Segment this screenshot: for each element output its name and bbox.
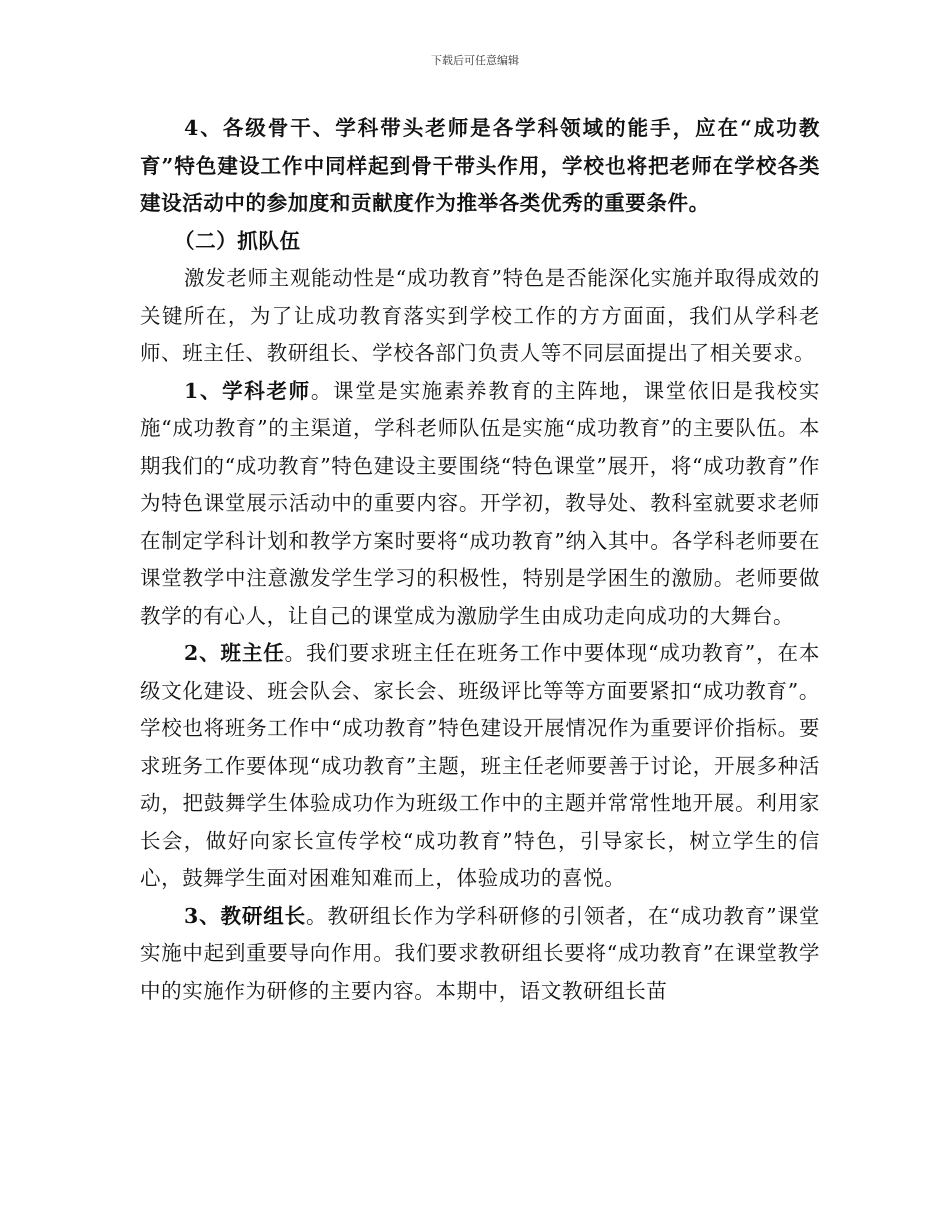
paragraph-title-research-leaders: 3、教研组长 bbox=[184, 903, 306, 928]
paragraph-title-subject-teachers: 1、学科老师 bbox=[184, 378, 311, 403]
paragraph-class-teachers bbox=[140, 635, 820, 898]
paragraph-body-subject-teachers: 。课堂是实施素养教育的主阵地，课堂依旧是我校实施“成功教育”的主渠道，学科老师队伍是实施“成功教育”的主要队伍。本期我们的“成功教育”特色建设主要围绕“特色课堂”展开，将“成功教育”作为特色课堂展示活动中的重要内容。开学初，教导处、教科室就要求老师在制定学科计划和教学方案时要将“成功教育”纳入其中。各学科老师要在课堂教学中注意激发学生学习的积极性，特别是学困生的激励。老师要做教学的有心人，让自己的课堂成为激励学生由成功走向成功的大舞台。 bbox=[140, 378, 820, 628]
document-body bbox=[140, 110, 820, 1010]
paragraph-research-leaders bbox=[140, 898, 820, 1011]
section-heading-team: （二）抓队伍 bbox=[174, 228, 301, 253]
paragraph-body-class-teachers: 。我们要求班主任在班务工作中要体现“成功教育”，在本级文化建设、班会队会、家长会、班级评比等等方面要紧扣“成功教育”。学校也将班务工作中“成功教育”特色建设开展情况作为重要评价指标。要求班务工作要体现“成功教育”主题，班主任老师要善于讨论，开展多种活动，把鼓舞学生体验成功作为班级工作中的主题并常常性地开展。利用家长会，做好向家长宣传学校“成功教育”特色，引导家长，树立学生的信心，鼓舞学生面对困难知难而上，体验成功的喜悦。 bbox=[140, 641, 821, 890]
paragraph-backbone-teachers: 4、各级骨干、学科带头老师是各学科领域的能手，应在“成功教育”特色建设工作中同样起到骨干带头作用，学校也将把老师在学校各类建设活动中的参加度和贡献度作为推举各类优秀的重要条件。 bbox=[140, 116, 820, 215]
paragraph-title-class-teachers: 2、班主任 bbox=[184, 641, 285, 665]
page-header: 下载后可任意编辑 bbox=[431, 54, 519, 67]
paragraph-subject-teachers bbox=[140, 373, 820, 636]
paragraph-motivation: 激发老师主观能动性是“成功教育”特色是否能深化实施并取得成效的关键所在，为了让成功教育落实到学校工作的方方面面，我们从学科老师、班主任、教研组长、学校各部门负责人等不同层面提出了相关要求。 bbox=[140, 266, 820, 365]
paragraph-body-research-leaders: 。教研组长作为学科研修的引领者，在“成功教育”课堂实施中起到重要导向作用。我们要求教研组长要将“成功教育”在课堂教学中的实施作为研修的主要内容。本期中，语文教研组长苗 bbox=[140, 903, 820, 1003]
